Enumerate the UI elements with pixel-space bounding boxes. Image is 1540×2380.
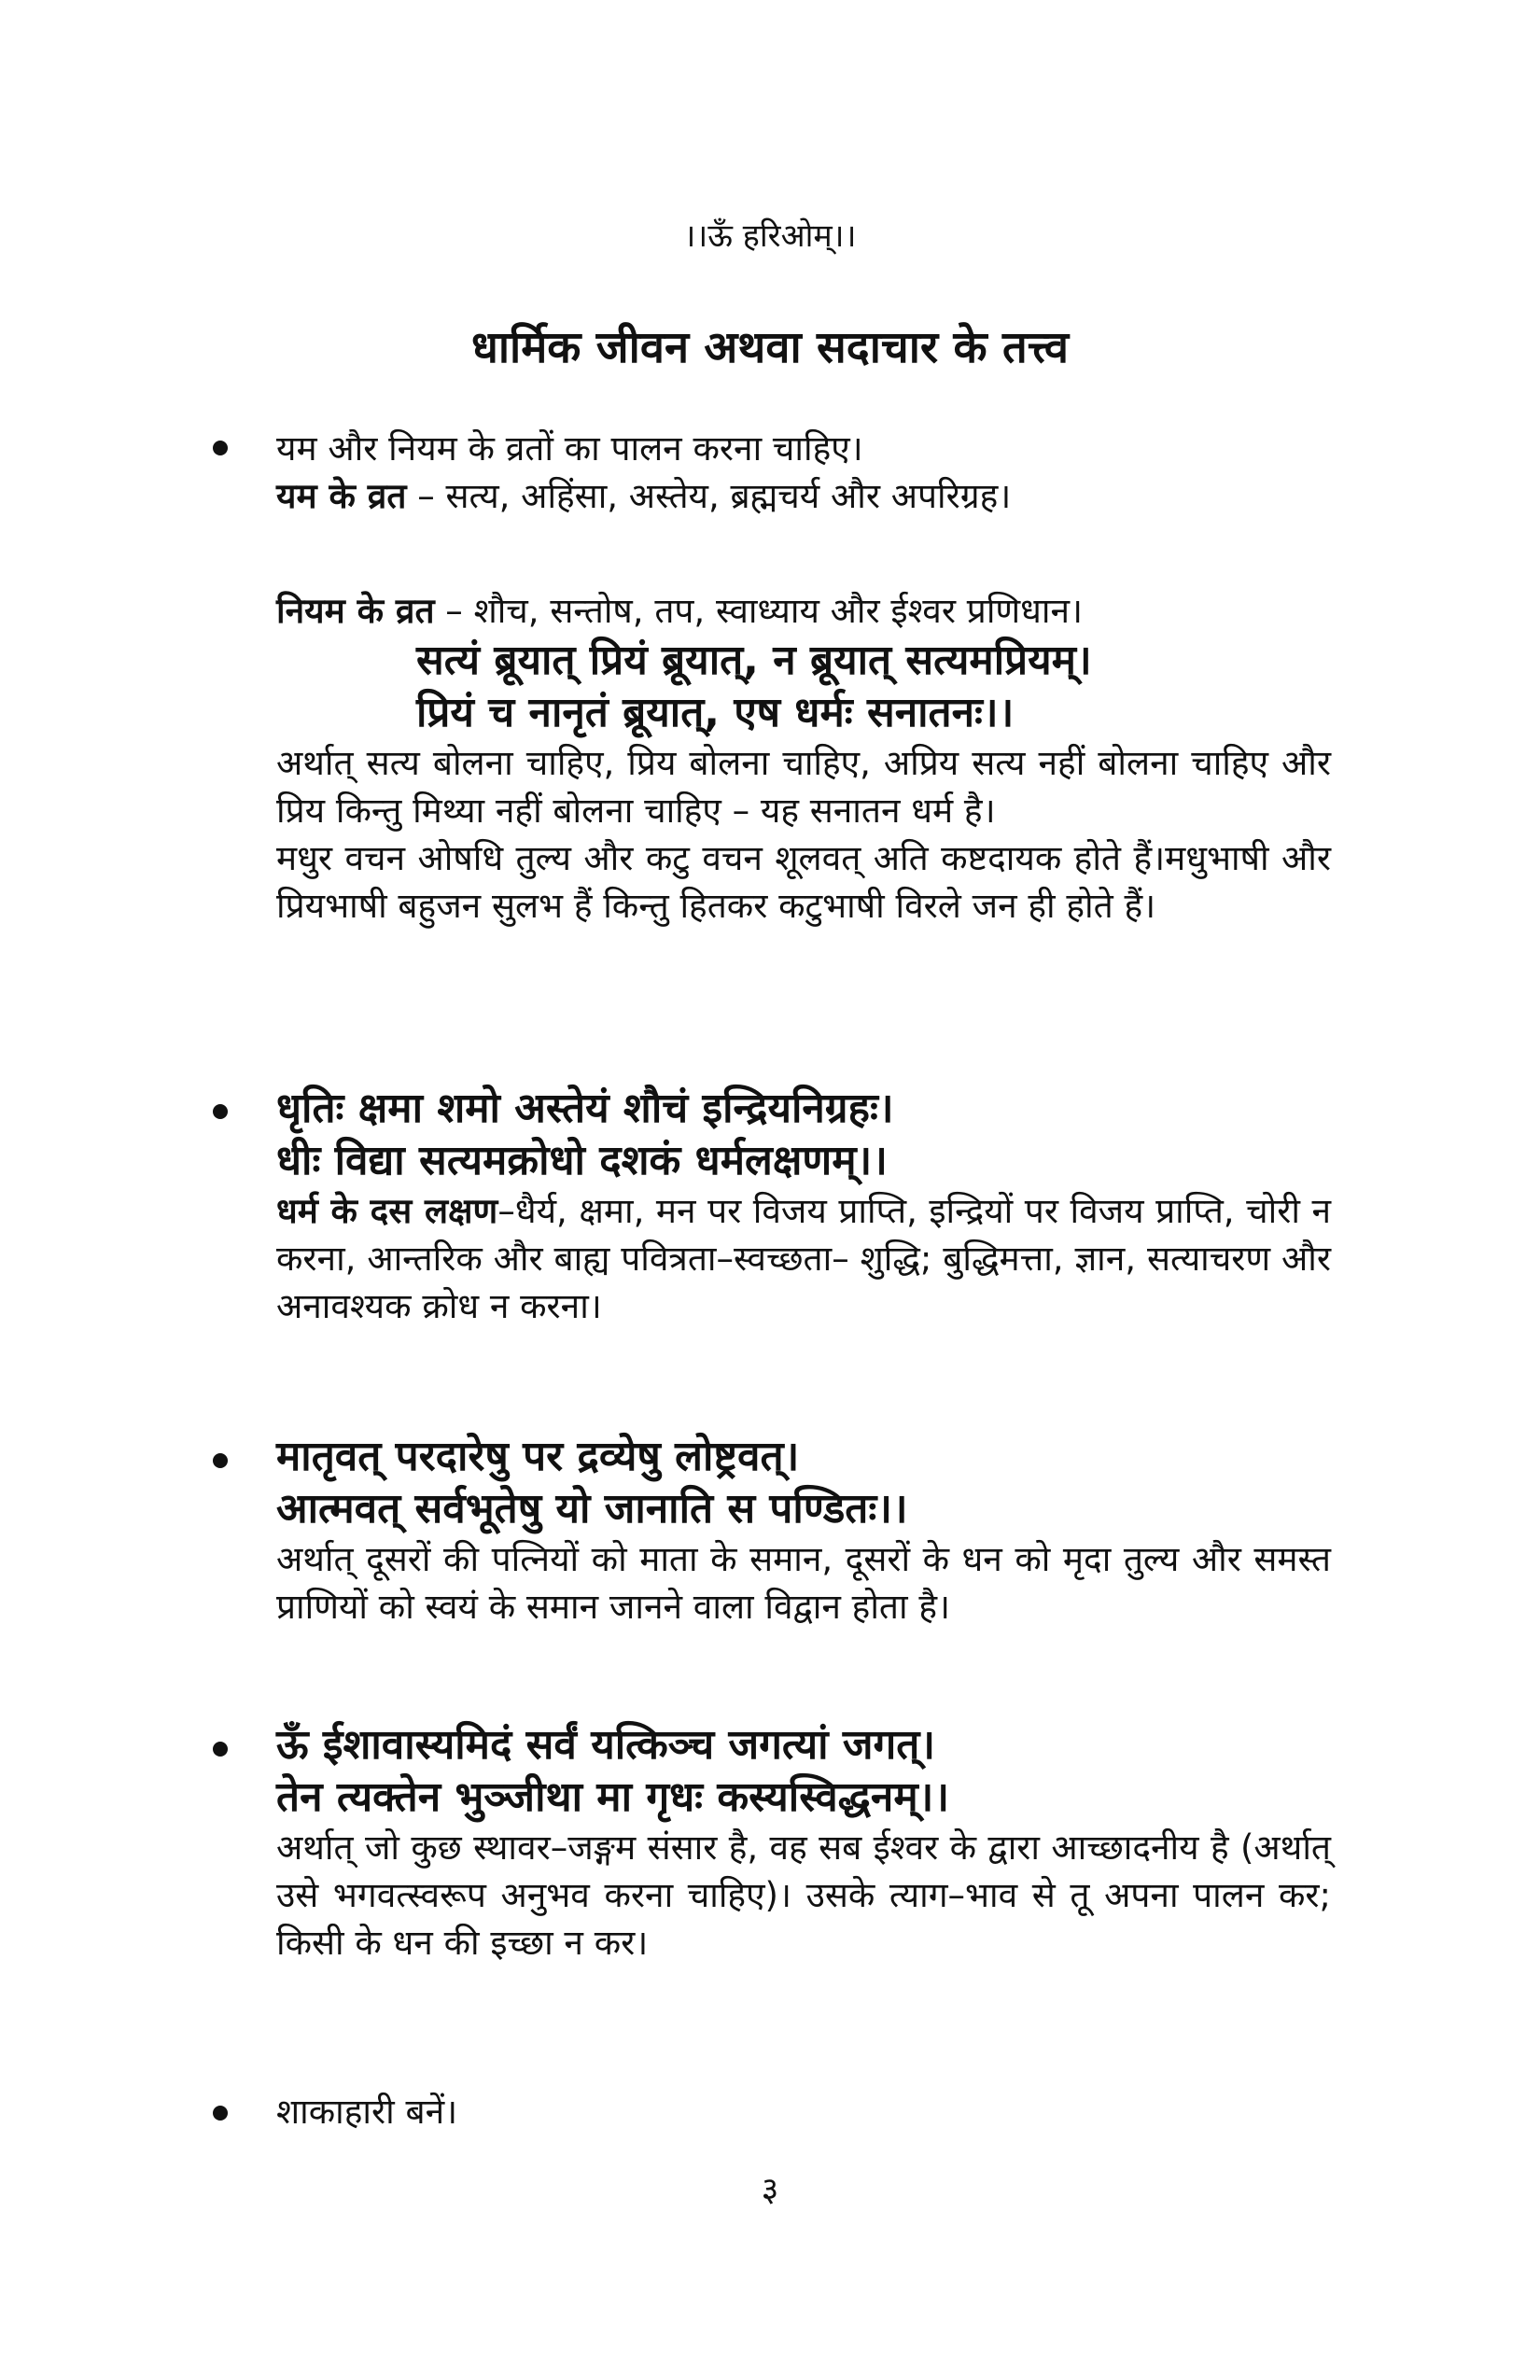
vegetarian-text: शाकाहारी बनें। (276, 2092, 458, 2132)
list-item-matruvat (276, 1431, 1331, 1631)
note-text: मधुर वचन ओषधि तुल्य और कटु वचन शूलवत् अति कष्टदायक होते हैं।मधुभाषी और प्रियभाषी बहुजन सुलभ हैं किन्तु हितकर कटुभाषी विरले जन ही होते हैं। (276, 838, 1331, 926)
verse-line: धीः विद्या सत्यमक्रोधो दशकं धर्मलक्षणम्।। (276, 1137, 888, 1184)
yama-text: – सत्य, अहिंसा, अस्तेय, ब्रह्मचर्य और अपरिग्रह। (406, 476, 1012, 516)
niyama-label: नियम के व्रत (276, 591, 435, 631)
verse-line: आत्मवत् सर्वभूतेषु यो जानाति स पण्डितः।। (276, 1485, 908, 1533)
lakshan-label: धर्म के दस लक्षण (276, 1191, 498, 1231)
verse-line: धृतिः क्षमा शमो अस्तेयं शौचं इन्द्रियनिग्रहः। (276, 1085, 894, 1132)
yama-label: यम के व्रत (276, 476, 407, 516)
page-number: ३ (761, 2171, 779, 2209)
yama-line (276, 472, 1331, 520)
meaning-text: अर्थात् जो कुछ स्थावर–जङ्गम संसार है, वह सब ईश्वर के द्वारा आच्छादनीय है (अर्थात् उसे भगवत्स्वरूप अनुभव करना चाहिए)। उसके त्याग–भाव से तू अपना पालन कर; किसी के धन की इच्छा न कर। (276, 1827, 1331, 1963)
page-title: धार्मिक जीवन अथवा सदाचार के तत्त्व (470, 322, 1070, 373)
verse-line: मातृवत् परदारेषु पर द्रव्येषु लोष्ट्रवत्। (276, 1433, 800, 1480)
invocation-line: ।।ऊँ हरिओम्।। (683, 217, 857, 255)
verse-line: ऊँ ईशावास्यमिदं सर्वं यत्किञ्च जगत्यां जगत्। (276, 1721, 936, 1769)
lakshan-body: –धैर्य, क्षमा, मन पर विजय प्राप्ति, इन्द्रियों पर विजय प्राप्ति, चोरी न करना, आन्तरिक और बाह्य पवित्रता–स्वच्छता– शुद्धि; बुद्धिमत्ता, ज्ञान, सत्याचरण और अनावश्यक क्रोध न करना। (276, 1191, 1331, 1326)
niyama-text: – शौच, सन्तोष, तप, स्वाध्याय और ईश्वर प्रणिधान। (434, 591, 1084, 631)
meaning-text: अर्थात् दूसरों की पत्नियों को माता के समान, दूसरों के धन को मृदा तुल्य और समस्त प्राणियों को स्वयं के समान जानने वाला विद्वान होता है। (276, 1539, 1331, 1627)
list-item-vegetarian (276, 2088, 1331, 2135)
list-item-dharma-lakshan (276, 1083, 1331, 1330)
intro-text: यम और नियम के व्रतों का पालन करना चाहिए। (276, 428, 863, 469)
list-item-yama-niyama (276, 425, 1331, 930)
bullet-dot (213, 2106, 228, 2121)
bullet-dot (213, 1453, 228, 1468)
verse-line: तेन त्यक्तेन भुञ्जीथा मा गृधः कस्यस्विद्धनम्।। (276, 1773, 950, 1821)
niyama-line (276, 587, 1331, 635)
lakshan-text (276, 1187, 1331, 1330)
meaning-text: अर्थात् सत्य बोलना चाहिए, प्रिय बोलना चाहिए, अप्रिय सत्य नहीं बोलना चाहिए और प्रिय किन्तु मिथ्या नहीं बोलना चाहिए – यह सनातन धर्म है। (276, 743, 1331, 831)
bullet-dot (213, 441, 228, 455)
bullet-dot (213, 1742, 228, 1757)
verse-line: सत्यं ब्रूयात् प्रियं ब्रूयात्, न ब्रूयात् सत्यमप्रियम्। (416, 637, 1092, 684)
verse-line: प्रियं च नानृतं ब्रूयात्, एष धर्मः सनातनः।। (416, 689, 1015, 736)
bullet-dot (213, 1104, 228, 1119)
list-item-ishavasya (276, 1719, 1331, 1967)
